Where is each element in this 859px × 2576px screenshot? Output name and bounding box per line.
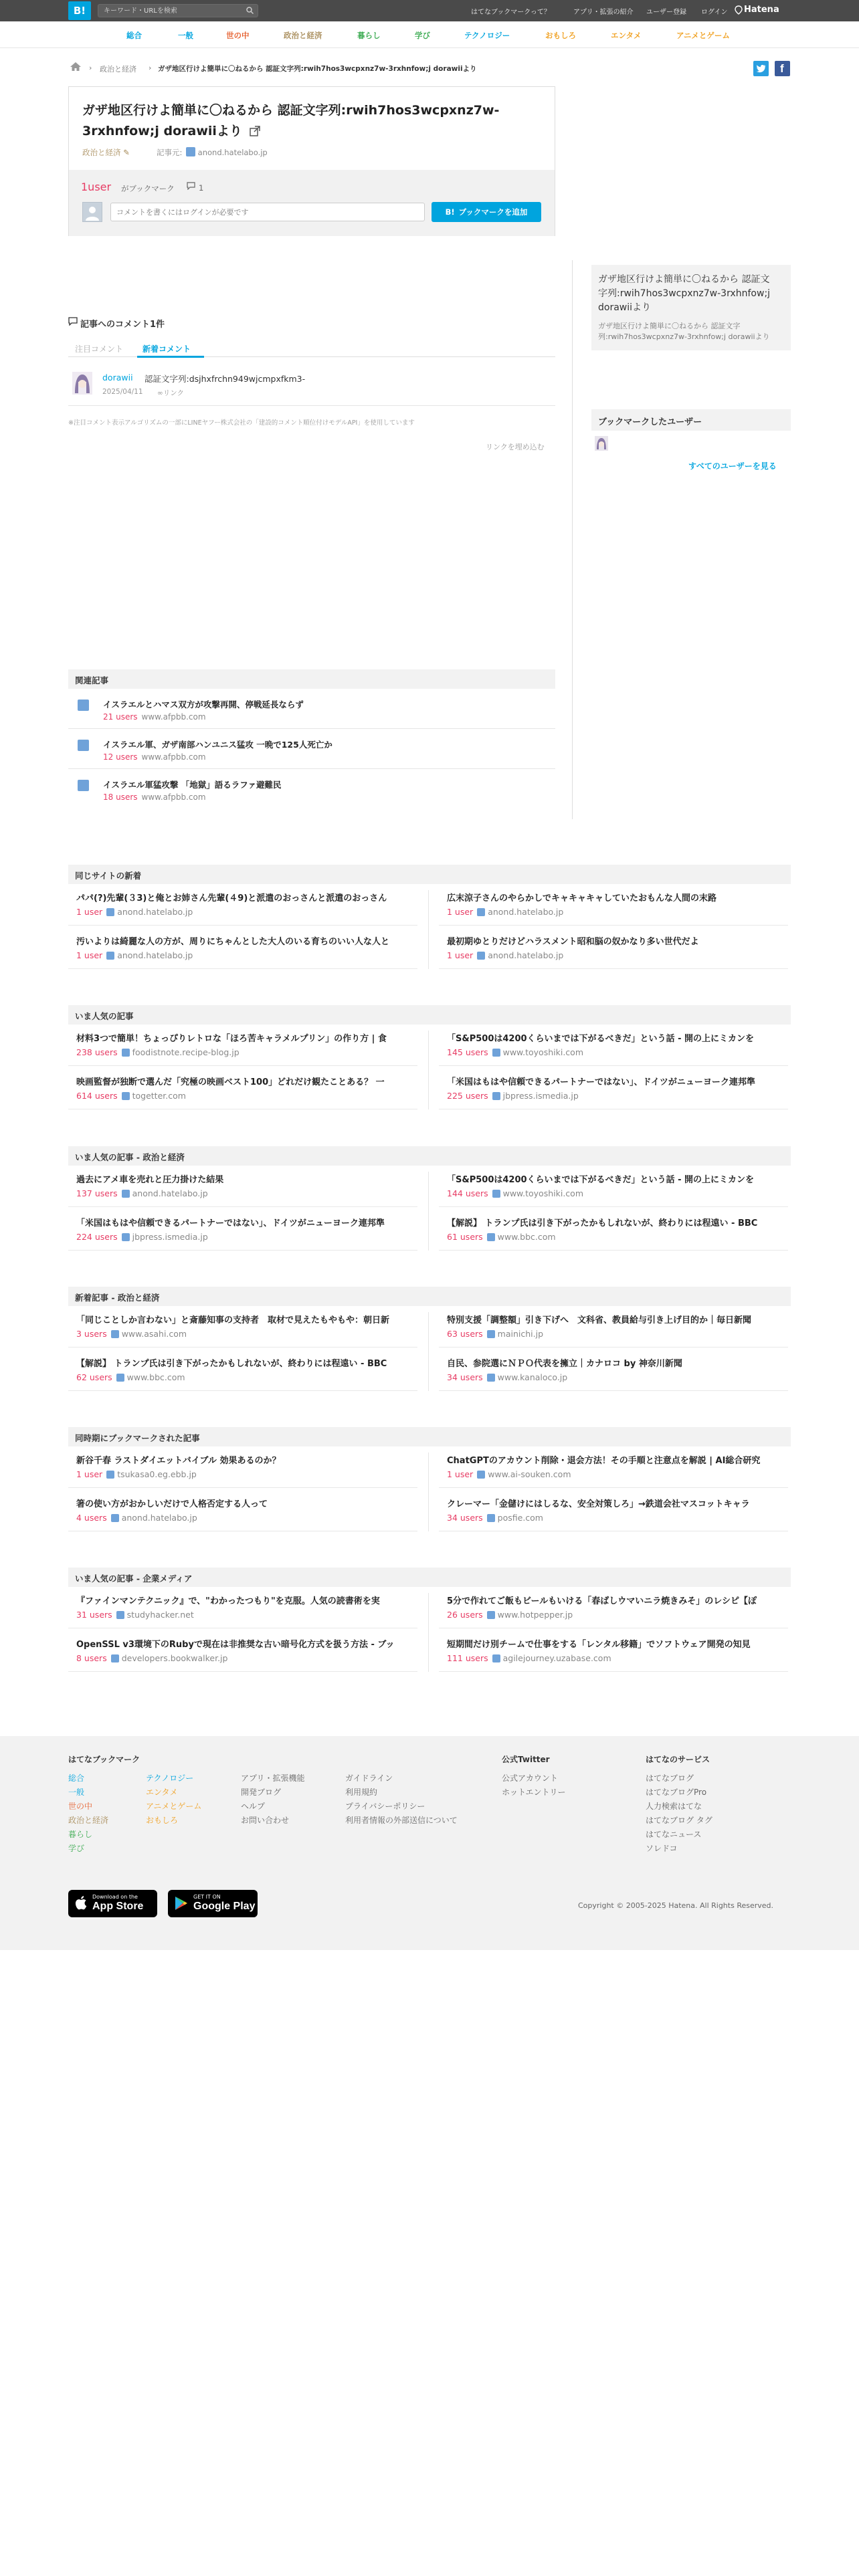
article-title[interactable]: 汚いよりは綺麗な人の方が、周りにちゃんとした大人のいる育ちのいい人な人と [76, 937, 390, 947]
article-users[interactable]: 8 users [76, 1653, 107, 1663]
footer [0, 1736, 859, 1950]
bookmark-users-heading: ブックマークしたユーザー [591, 409, 791, 431]
article-users[interactable]: 34 users [447, 1372, 483, 1382]
comment-divider [68, 405, 555, 406]
footer-link[interactable]: テクノロジー [146, 1774, 194, 1783]
article-domain[interactable]: anond.hatelabo.jp [477, 950, 563, 960]
comment-user-avatar[interactable] [72, 372, 92, 395]
article-title[interactable]: OpenSSL v3環境下のRubyで現在は非推奨な古い暗号化方式を扱う方法 - ブッ [76, 1640, 395, 1650]
active-tab-indicator [137, 356, 204, 358]
article-item[interactable] [439, 1587, 788, 1628]
article-title[interactable]: 自民、参院選にＮＰＯ代表を擁立｜カナロコ by 神奈川新聞 [447, 1359, 682, 1369]
site-favicon-icon [116, 1374, 124, 1382]
bookmark-user-avatar[interactable] [595, 436, 608, 451]
category-tab[interactable]: アニメとゲーム [676, 31, 730, 40]
category-tab[interactable]: 暮らし [357, 31, 381, 40]
site-favicon-icon [487, 1374, 495, 1382]
sidebar-entry-card [591, 265, 791, 350]
article-item[interactable] [439, 1306, 788, 1348]
comment-date[interactable]: 2025/04/11 [102, 388, 143, 396]
article-item[interactable] [439, 1490, 788, 1531]
comment-input[interactable] [110, 203, 425, 221]
apple-icon [75, 1895, 87, 1913]
section-column-divider [428, 1031, 429, 1109]
site-favicon-icon [492, 1654, 500, 1662]
article-title[interactable]: 広末涼子さんのやらかしでキャキャキャしていたおもんな人間の末路 [447, 893, 717, 903]
related-domain[interactable]: www.afpbb.com [141, 712, 206, 722]
footer-link[interactable]: 総合 [68, 1774, 85, 1783]
category-tab[interactable]: テクノロジー [464, 31, 510, 40]
footer-heading-twitter: 公式Twitter [502, 1755, 550, 1764]
article-users[interactable]: 1 user [76, 950, 103, 960]
related-title[interactable]: イスラエル軍猛攻撃 「地獄」語るラファ避難民 [103, 780, 282, 790]
external-link-icon[interactable] [250, 122, 260, 143]
article-users[interactable]: 1 user [447, 1469, 474, 1479]
section-heading: いま人気の記事 - 政治と経済 [68, 1146, 791, 1166]
article-title[interactable]: 【解説】 トランプ氏は引き下がったかもしれないが、終わりには程遠い - BBC [447, 1218, 758, 1228]
article-users[interactable]: 1 user [76, 907, 103, 917]
category-tab[interactable]: 世の中 [226, 31, 250, 40]
article-title[interactable]: 「同じことしか言わない」と斎藤知事の支持者 取材で見えたもやもや：朝日新 [76, 1315, 390, 1325]
footer-link[interactable]: はてなニュース [646, 1830, 702, 1839]
related-users[interactable]: 12 users [103, 752, 138, 762]
article-title[interactable]: 【解説】 トランプ氏は引き下がったかもしれないが、終わりには程遠い - BBC [76, 1359, 387, 1369]
comment-text: 認証文字列:dsjhxfrchn949wjcmpxfkm3- [145, 374, 306, 384]
article-domain[interactable]: www.bbc.com [116, 1372, 185, 1382]
related-users[interactable]: 21 users [103, 712, 138, 722]
article-users[interactable]: 144 users [447, 1188, 488, 1198]
related-item[interactable] [68, 729, 555, 769]
footer-heading-bookmark: はてなブックマーク [68, 1755, 140, 1764]
article-title[interactable]: 特別支援「調整額」引き下げへ 文科省、教員給与引き上げ目的か｜毎日新聞 [447, 1315, 752, 1325]
related-item[interactable] [68, 769, 555, 809]
related-domain[interactable]: www.afpbb.com [141, 752, 206, 762]
site-favicon-icon [111, 1654, 119, 1662]
article-item[interactable] [68, 1306, 417, 1348]
site-favicon-icon [78, 740, 89, 751]
section-column-divider [428, 1593, 429, 1672]
site-favicon-icon [487, 1514, 495, 1522]
footer-link[interactable]: 人力検索はてな [646, 1802, 702, 1811]
site-favicon-icon [106, 908, 114, 916]
app-store-badge[interactable] [68, 1890, 157, 1917]
footer-link[interactable]: 暮らし [68, 1830, 93, 1839]
article-users[interactable]: 31 users [76, 1610, 112, 1620]
footer-link[interactable]: はてなブログPro [646, 1788, 707, 1797]
article-domain[interactable]: togetter.com [122, 1091, 186, 1101]
article-title[interactable]: ChatGPTのアカウント削除・退会方法！その手順と注意点を解説 | AI総合研究 [447, 1456, 761, 1466]
article-domain[interactable]: posfie.com [487, 1513, 543, 1523]
entry-category[interactable]: 政治と経済 ✎ [82, 148, 130, 157]
login-link[interactable]: ログイン [701, 9, 728, 16]
article-users[interactable]: 4 users [76, 1513, 107, 1523]
related-title[interactable]: イスラエルとハマス双方が攻撃再開、停戦延長ならず [103, 700, 304, 710]
article-item[interactable] [68, 1350, 417, 1391]
pencil-icon: ✎ [123, 148, 130, 157]
section-heading: いま人気の記事 [68, 1005, 791, 1025]
footer-link[interactable]: 一般 [68, 1788, 85, 1797]
article-item[interactable] [439, 1446, 788, 1488]
site-favicon-icon [122, 1233, 130, 1241]
embed-link[interactable]: リンクを埋め込む [486, 443, 545, 451]
entry-source[interactable]: anond.hatelabo.jp [186, 147, 268, 157]
article-item[interactable] [68, 1025, 417, 1066]
footer-link[interactable]: アニメとゲーム [146, 1802, 202, 1811]
google-play-badge[interactable] [168, 1890, 258, 1917]
article-item[interactable] [68, 1166, 417, 1207]
comment-icon [68, 317, 78, 328]
top-bar [0, 0, 859, 21]
section-heading: 新着記事 - 政治と経済 [68, 1287, 791, 1306]
article-title[interactable]: 「米国はもはや信頼できるパートナーではない」、ドイツがニューヨーク連邦準 [447, 1077, 755, 1087]
article-item[interactable] [439, 884, 788, 926]
search-input[interactable] [104, 6, 237, 15]
section-column-divider [428, 1453, 429, 1531]
site-favicon-icon [186, 147, 195, 156]
site-favicon-icon [492, 1092, 500, 1100]
article-domain[interactable]: www.hotpepper.jp [487, 1610, 573, 1620]
category-tab[interactable]: 一般 [178, 31, 193, 40]
site-favicon-icon [487, 1611, 495, 1619]
article-title[interactable]: 短期間だけ別チームで仕事をする「レンタル移籍」でソフトウェア開発の知見 [447, 1640, 751, 1650]
article-users[interactable]: 614 users [76, 1091, 118, 1101]
article-domain[interactable]: www.toyoshiki.com [492, 1188, 583, 1198]
site-favicon-icon [487, 1330, 495, 1338]
google-play-icon [175, 1896, 188, 1913]
section-heading: 同時期にブックマークされた記事 [68, 1427, 791, 1446]
breadcrumb-category[interactable]: 政治と経済 [100, 65, 136, 74]
signup-link[interactable]: ユーザー登録 [646, 9, 686, 16]
comments-heading: 記事へのコメント1件 [80, 320, 165, 330]
article-users[interactable]: 224 users [76, 1232, 118, 1242]
entry-bookmark-panel [69, 170, 555, 236]
add-bookmark-button[interactable]: B! ブックマークを追加 [432, 202, 541, 222]
facebook-share-button[interactable] [775, 61, 790, 76]
comment-link[interactable]: ∞リンク [157, 389, 185, 397]
article-title[interactable]: 『ファインマンテクニック』で、"わかったつもり"を克服。人気の読書術を実 [76, 1596, 380, 1606]
chevron-right-icon: › [89, 64, 92, 72]
footer-link[interactable]: 利用者情報の外部送信について [345, 1816, 458, 1825]
category-tab[interactable]: おもしろ [545, 31, 576, 40]
article-domain[interactable]: www.ai-souken.com [477, 1469, 571, 1479]
search-icon[interactable] [246, 7, 254, 17]
bookmark-users-suffix: がブックマーク [121, 184, 175, 193]
article-domain[interactable]: agilejourney.uzabase.com [492, 1653, 611, 1663]
article-title[interactable]: 材料3つで簡単！ちょっぴりレトロな「ほろ苦キャラメルプリン」の作り方 | 食 [76, 1034, 387, 1044]
related-item[interactable] [68, 689, 555, 729]
section-column-divider [428, 1312, 429, 1391]
article-title[interactable]: 映画監督が独断で選んだ「究極の映画ベスト100」どれだけ観たことある？ 一 [76, 1077, 385, 1087]
article-users[interactable]: 3 users [76, 1329, 107, 1339]
footer-link[interactable]: 開発ブログ [241, 1788, 282, 1797]
article-title[interactable]: 最初期ゆとりだけどハラスメント昭和脳の奴かなり多い世代だよ [447, 937, 699, 947]
article-title[interactable]: 5分で作れてご飯もビールもいける「春ばしウマいニラ焼きみそ」のレシピ【ぽ [447, 1596, 757, 1606]
article-title[interactable]: 新谷千春 ラストダイエットバイブル 効果あるのか？ [76, 1456, 281, 1466]
article-domain[interactable]: jbpress.ismedia.jp [492, 1091, 579, 1101]
related-domain[interactable]: www.afpbb.com [141, 792, 206, 802]
footer-link[interactable]: 利用規約 [345, 1788, 378, 1797]
article-domain[interactable]: www.toyoshiki.com [492, 1047, 583, 1057]
article-title[interactable]: 箸の使い方がおかしいだけで人格否定する人って [76, 1499, 268, 1509]
article-item[interactable] [68, 1490, 417, 1531]
related-users[interactable]: 18 users [103, 792, 138, 802]
footer-link[interactable]: ソレドコ [646, 1844, 678, 1853]
article-users[interactable]: 145 users [447, 1047, 488, 1057]
article-users[interactable]: 1 user [76, 1469, 103, 1479]
site-favicon-icon [122, 1092, 130, 1100]
site-favicon-icon [477, 908, 485, 916]
hatena-icon [735, 5, 743, 17]
section-heading: いま人気の記事 - 企業メディア [68, 1568, 791, 1587]
entry-box [68, 86, 555, 236]
site-favicon-icon [122, 1049, 130, 1057]
article-item[interactable] [68, 1446, 417, 1488]
footer-link[interactable]: ヘルプ [241, 1802, 266, 1811]
article-users[interactable]: 225 users [447, 1091, 488, 1101]
footer-link[interactable]: アプリ・拡張機能 [241, 1774, 305, 1783]
twitter-icon [756, 64, 766, 73]
article-item[interactable] [439, 1068, 788, 1109]
footer-link[interactable]: 政治と経済 [68, 1816, 109, 1825]
see-all-users-link[interactable]: すべてのユーザーを見る [688, 461, 777, 471]
category-tab[interactable]: 総合 [126, 31, 142, 40]
article-users[interactable]: 111 users [447, 1653, 488, 1663]
breadcrumb-current: ガザ地区行けよ簡単に〇ねるから 認証文字列:rwih7hos3wcpxnz7w-3rxhnfow;j dorawiiより [158, 65, 477, 73]
article-domain[interactable]: anond.hatelabo.jp [122, 1188, 208, 1198]
app-store-small-label: Download on the [92, 1894, 138, 1900]
footer-link[interactable]: ホットエントリー [502, 1788, 566, 1797]
category-nav [0, 21, 859, 48]
article-item[interactable] [68, 1068, 417, 1109]
footer-link[interactable]: 世の中 [68, 1802, 93, 1811]
footer-link[interactable]: はてなブログ タグ [646, 1816, 712, 1825]
article-title[interactable]: 「S&P500は4200くらいまでは下がるべきだ」という話 - 開の上にミカンを [447, 1175, 754, 1185]
search-box[interactable] [98, 4, 258, 17]
site-favicon-icon [477, 1471, 485, 1479]
hatena-logo[interactable]: Hatena [744, 5, 779, 15]
article-title[interactable]: 過去にアメ車を売れと圧力掛けた結果 [76, 1175, 224, 1185]
tab-featured-comments[interactable]: 注目コメント [75, 344, 124, 354]
section-column-divider [428, 890, 429, 969]
article-users[interactable]: 137 users [76, 1188, 118, 1198]
site-favicon-icon [477, 952, 485, 960]
sidebar-card-desc: ガザ地区行けよ簡単に〇ねるから 認証文字列:rwih7hos3wcpxnz7w-3rxhnfow;j dorawiiより [598, 322, 770, 341]
article-domain[interactable]: anond.hatelabo.jp [111, 1513, 197, 1523]
footer-link[interactable]: 学び [68, 1844, 85, 1853]
site-favicon-icon [106, 952, 114, 960]
article-item[interactable] [68, 1587, 417, 1628]
article-domain[interactable]: www.bbc.com [487, 1232, 556, 1242]
footer-link[interactable]: プライバシーポリシー [345, 1802, 425, 1811]
bookmark-users-count[interactable]: 1user [81, 181, 112, 193]
footer-link[interactable]: 公式アカウント [502, 1774, 558, 1783]
article-users[interactable]: 63 users [447, 1329, 483, 1339]
article-title[interactable]: パパ(?)先輩(３3)と俺とお姉さん先輩(４9)と派遣のおっさんと派遣のおっさん [76, 893, 387, 903]
article-domain[interactable]: developers.bookwalker.jp [111, 1653, 228, 1663]
article-domain[interactable]: foodistnote.recipe-blog.jp [122, 1047, 240, 1057]
footer-link[interactable]: エンタメ [146, 1788, 178, 1797]
article-users[interactable]: 34 users [447, 1513, 483, 1523]
article-domain[interactable]: www.kanaloco.jp [487, 1372, 568, 1382]
site-favicon-icon [78, 780, 89, 791]
site-favicon-icon [78, 700, 89, 711]
twitter-share-button[interactable] [753, 61, 769, 76]
category-tab[interactable]: 政治と経済 [284, 31, 322, 40]
link-icon: ∞ [157, 389, 163, 397]
apps-link[interactable]: アプリ・拡張の紹介 [573, 9, 634, 16]
footer-link[interactable]: はてなブログ [646, 1774, 694, 1783]
site-favicon-icon [111, 1514, 119, 1522]
entry-title[interactable]: ガザ地区行けよ簡単に〇ねるから 認証文字列:rwih7hos3wcpxnz7w-3rxhnfow;j dorawiiより [82, 100, 524, 143]
source-label: 記事元: [157, 148, 183, 157]
chevron-right-icon: › [149, 64, 152, 72]
facebook-icon: f [780, 62, 784, 75]
article-title[interactable]: クレーマー「金儲けにはしるな、安全対策しろ」→鉄道会社マスコットキャラ [447, 1499, 750, 1509]
site-favicon-icon [116, 1611, 124, 1619]
article-item[interactable] [68, 1209, 417, 1251]
footer-link[interactable]: ガイドライン [345, 1774, 393, 1783]
article-item[interactable] [68, 884, 417, 926]
article-item[interactable] [439, 1209, 788, 1251]
site-favicon-icon [122, 1190, 130, 1198]
home-icon[interactable] [70, 62, 82, 74]
article-item[interactable] [68, 1630, 417, 1672]
site-favicon-icon [106, 1471, 114, 1479]
article-domain[interactable]: tsukasa0.eg.ebb.jp [106, 1469, 197, 1479]
article-users[interactable]: 238 users [76, 1047, 118, 1057]
article-users[interactable]: 62 users [76, 1372, 112, 1382]
article-domain[interactable]: www.asahi.com [111, 1329, 187, 1339]
article-domain[interactable]: studyhacker.net [116, 1610, 194, 1620]
category-tab[interactable]: 学び [415, 31, 430, 40]
sidebar-card-title[interactable]: ガザ地区行けよ簡単に〇ねるから 認証文字列:rwih7hos3wcpxnz7w-3rxhnfow;j dorawiiより [598, 274, 771, 313]
section-heading: 同じサイトの新着 [68, 865, 791, 884]
article-item[interactable] [439, 1350, 788, 1391]
footer-link[interactable]: おもしろ [146, 1816, 179, 1825]
category-tab[interactable]: エンタメ [611, 31, 642, 40]
site-favicon-icon [111, 1330, 119, 1338]
article-item[interactable] [439, 1025, 788, 1066]
hatena-bookmark-logo[interactable]: B! [68, 1, 91, 20]
article-title[interactable]: 「米国はもはや信頼できるパートナーではない」、ドイツがニューヨーク連邦準 [76, 1218, 385, 1228]
site-favicon-icon [487, 1233, 495, 1241]
about-link[interactable]: はてなブックマークって？ [471, 9, 551, 16]
article-item[interactable] [68, 928, 417, 969]
section-column-divider [428, 1172, 429, 1251]
article-item[interactable] [439, 1166, 788, 1207]
article-domain[interactable]: mainichi.jp [487, 1329, 543, 1339]
copyright: Copyright © 2005-2025 Hatena. All Rights Reserved. [578, 1901, 774, 1910]
article-domain[interactable]: anond.hatelabo.jp [106, 907, 193, 917]
related-title[interactable]: イスラエル軍、ガザ南部ハンユニス猛攻 一晩で125人死亡か [103, 740, 332, 750]
bookmark-b-icon: B! [445, 207, 455, 217]
comment-icon [187, 182, 195, 193]
app-store-label: App Store [92, 1901, 144, 1912]
comment-count: 1 [199, 183, 204, 193]
article-domain[interactable]: anond.hatelabo.jp [106, 950, 193, 960]
article-users[interactable]: 1 user [447, 907, 474, 917]
tab-new-comments[interactable]: 新着コメント [142, 344, 191, 354]
article-users[interactable]: 1 user [447, 950, 474, 960]
footer-link[interactable]: お問い合わせ [241, 1816, 290, 1825]
article-users[interactable]: 61 users [447, 1232, 483, 1242]
comment-username[interactable]: dorawii [102, 372, 133, 383]
user-avatar-icon [82, 202, 102, 222]
site-favicon-icon [492, 1049, 500, 1057]
article-domain[interactable]: jbpress.ismedia.jp [122, 1232, 208, 1242]
google-play-small-label: GET IT ON [193, 1894, 221, 1900]
article-item[interactable] [439, 1630, 788, 1672]
site-favicon-icon [492, 1190, 500, 1198]
google-play-label: Google Play [193, 1901, 256, 1912]
footer-heading-services: はてなのサービス [646, 1755, 710, 1764]
column-divider [572, 260, 573, 819]
related-heading: 関連記事 [68, 669, 555, 689]
article-domain[interactable]: anond.hatelabo.jp [477, 907, 563, 917]
article-item[interactable] [439, 928, 788, 969]
article-title[interactable]: 「S&P500は4200くらいまでは下がるべきだ」という話 - 開の上にミカンを [447, 1034, 754, 1044]
comment-notice: ※注目コメント表示アルゴリズムの一部にLINEヤフー株式会社の「建設的コメント順位付けモデルAPI」を使用しています [68, 419, 415, 427]
article-users[interactable]: 26 users [447, 1610, 483, 1620]
